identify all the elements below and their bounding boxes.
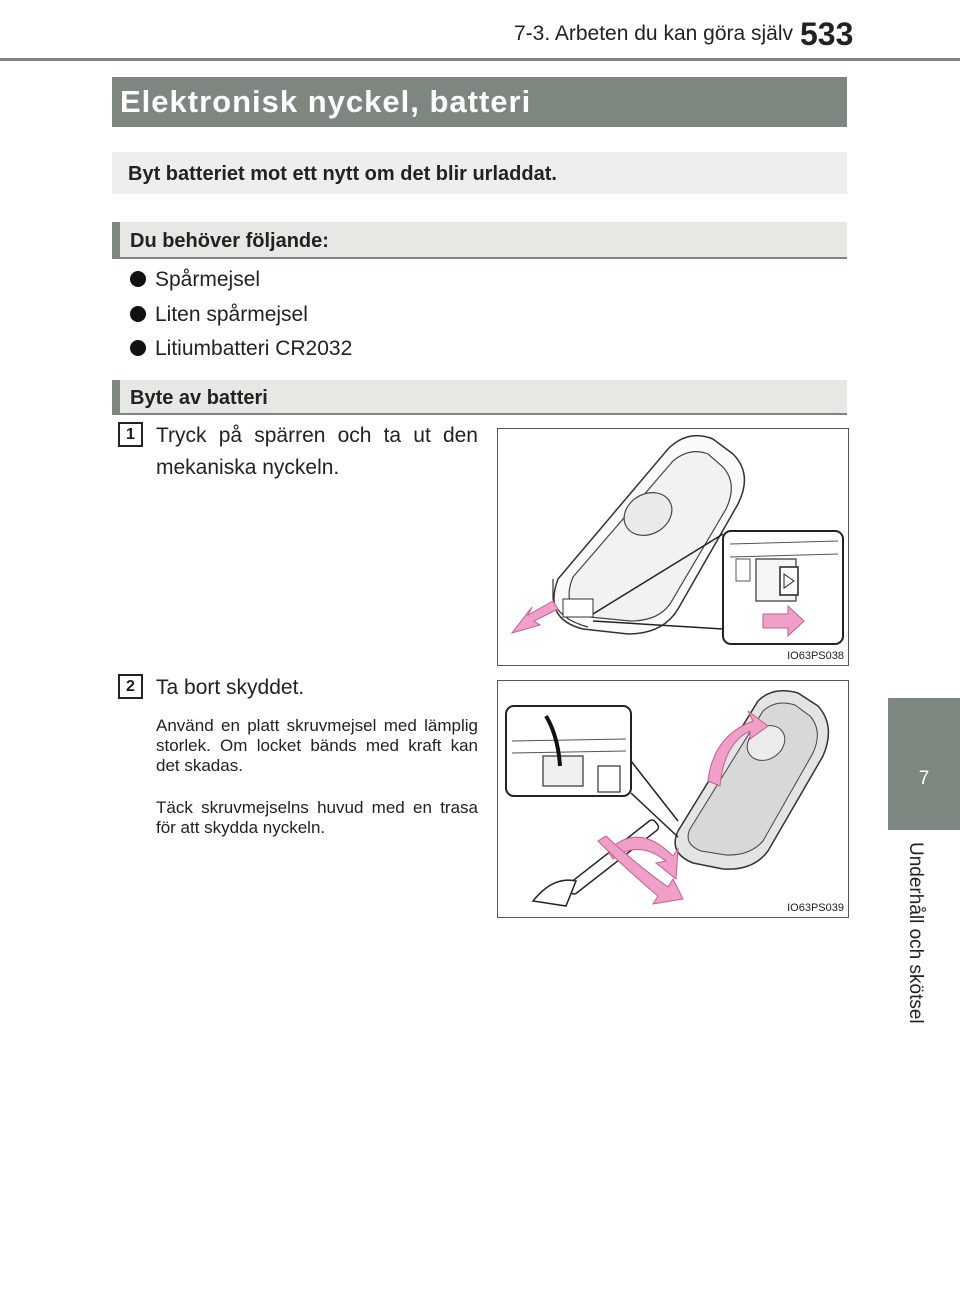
- page-number: 533: [800, 16, 854, 52]
- step-2-note-1: Använd en platt skruvmejsel med lämplig storlek. Om locket bänds med kraft kan det skadas.: [156, 716, 478, 775]
- needs-heading: Du behöver följande:: [130, 230, 329, 252]
- key-fob-illustration: [498, 429, 848, 665]
- bullet-icon: [130, 306, 146, 322]
- header-rule: [0, 58, 960, 61]
- section-header: 7-3. Arbeten du kan göra själv: [514, 22, 794, 45]
- step-number-1: 1: [118, 422, 143, 447]
- chapter-number: 7: [918, 768, 930, 789]
- screwdriver-illustration: [498, 681, 848, 917]
- bullet-icon: [130, 340, 146, 356]
- replace-heading: Byte av batteri: [130, 387, 268, 409]
- list-item: Liten spårmejsel: [130, 303, 308, 327]
- step-number-2: 2: [118, 674, 143, 699]
- step-2-text: Ta bort skyddet.: [156, 676, 305, 699]
- chapter-tab: [888, 698, 960, 830]
- list-item: Spårmejsel: [130, 268, 260, 292]
- page-title: Elektronisk nyckel, batteri: [120, 84, 532, 119]
- step-1-text: Tryck på spärren och ta ut den mekaniska nyckeln.: [156, 424, 478, 479]
- intro-text: Byt batteriet mot ett nytt om det blir urladdat.: [128, 163, 557, 185]
- figure-code: IO63PS038: [787, 650, 844, 662]
- step-2-note-2: Täck skruvmejselns huvud med en trasa för att skydda nyckeln.: [156, 798, 478, 837]
- list-item: Litiumbatteri CR2032: [130, 337, 352, 361]
- figure-key-release: [497, 428, 849, 666]
- chapter-label: Underhåll och skötsel: [905, 842, 926, 1024]
- bullet-icon: [130, 271, 146, 287]
- figure-code: IO63PS039: [787, 902, 844, 914]
- figure-cover-removal: [497, 680, 849, 918]
